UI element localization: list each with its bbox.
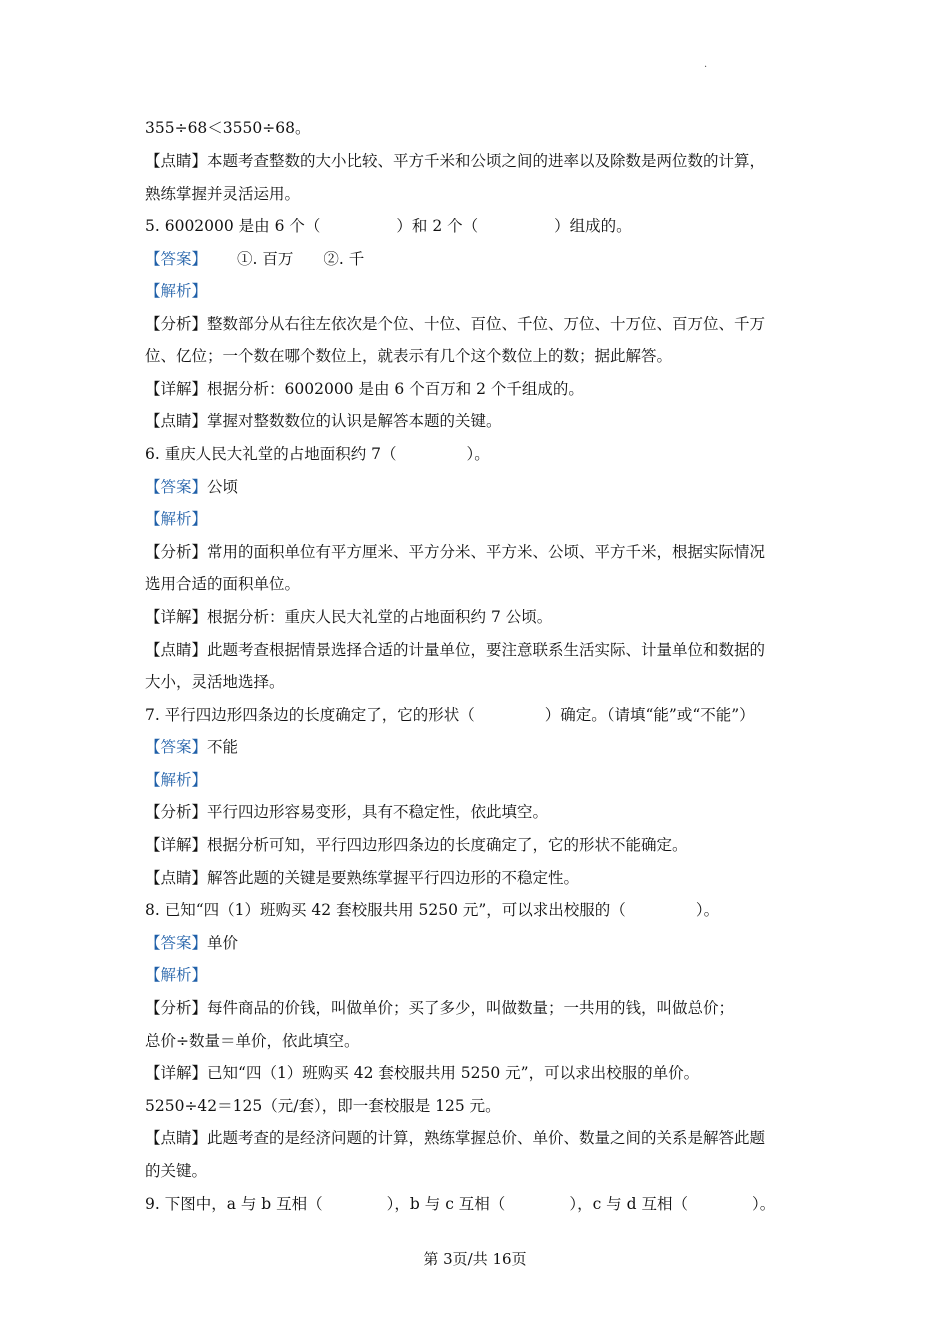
q6-question: 6. 重庆人民大礼堂的占地面积约 7（ ）。 [145, 445, 490, 463]
q8-question: 8. 已知“四（1）班购买 42 套校服共用 5250 元”，可以求出校服的（ ）。 [145, 901, 720, 919]
intro-tip-line2: 熟练掌握并灵活运用。 [145, 185, 301, 203]
intro-equation: 355÷68＜3550÷68。 [145, 119, 311, 137]
q8-fenxi-line2: 总价÷数量＝单价，依此填空。 [145, 1032, 360, 1050]
top-mark: · [704, 62, 708, 73]
q8-answer: 【答案】单价 [145, 934, 239, 952]
page-footer: 第 3页/共 16页 [423, 1250, 527, 1268]
q8-tip-line1: 【点睛】此题考查的是经济问题的计算，熟练掌握总价、单价、数量之间的关系是解答此题 [145, 1129, 766, 1147]
answer-label: 【答案】 [145, 934, 208, 952]
q6-fenxi-line1: 【分析】常用的面积单位有平方厘米、平方分米、平方米、公顷、平方千米，根据实际情况 [145, 543, 766, 561]
q6-tip-line1: 【点睛】此题考查根据情景选择合适的计量单位，要注意联系生活实际、计量单位和数据的 [145, 641, 766, 659]
q7-question: 7. 平行四边形四条边的长度确定了，它的形状（ ）确定。（请填“能”或“不能”） [145, 706, 755, 724]
q6-detail: 【详解】根据分析：重庆人民大礼堂的占地面积约 7 公顷。 [145, 608, 553, 626]
q7-fenxi: 【分析】平行四边形容易变形，具有不稳定性，依此填空。 [145, 803, 549, 821]
q5-question: 5. 6002000 是由 6 个（ ）和 2 个（ ）组成的。 [145, 217, 632, 235]
q8-fenxi-line1: 【分析】每件商品的价钱，叫做单价；买了多少，叫做数量；一共用的钱，叫做总价； [145, 999, 735, 1017]
q6-analysis-label: 【解析】 [145, 510, 208, 528]
answer-label: 【答案】 [145, 478, 208, 496]
intro-tip-line1: 【点睛】本题考查整数的大小比较、平方千米和公顷之间的进率以及除数是两位数的计算， [145, 152, 766, 170]
q5-detail: 【详解】根据分析：6002000 是由 6 个百万和 2 个千组成的。 [145, 380, 584, 398]
q7-analysis-label: 【解析】 [145, 771, 208, 789]
q7-detail: 【详解】根据分析可知，平行四边形四条边的长度确定了，它的形状不能确定。 [145, 836, 688, 854]
q8-detail-line1: 【详解】已知“四（1）班购买 42 套校服共用 5250 元”，可以求出校服的单价。 [145, 1064, 700, 1082]
q5-tip: 【点睛】掌握对整数数位的认识是解答本题的关键。 [145, 412, 502, 430]
answer-label: 【答案】 [145, 250, 208, 268]
q5-fenxi-line1: 【分析】整数部分从右往左依次是个位、十位、百位、千位、万位、十万位、百万位、千万 [145, 315, 766, 333]
q9-question: 9. 下图中，a 与 b 互相（ ），b 与 c 互相（ ），c 与 d 互相（ ）。 [145, 1195, 776, 1213]
q8-analysis-label: 【解析】 [145, 966, 208, 984]
q5-fenxi-line2: 位、亿位；一个数在哪个数位上，就表示有几个这个数位上的数；据此解答。 [145, 347, 673, 365]
q5-answer: 【答案】 ①. 百万 ②. 千 [145, 250, 365, 268]
answer-label: 【答案】 [145, 738, 208, 756]
q8-detail-line2: 5250÷42＝125（元/套），即一套校服是 125 元。 [145, 1097, 501, 1115]
q6-fenxi-line2: 选用合适的面积单位。 [145, 575, 301, 593]
q6-answer: 【答案】公顷 [145, 478, 239, 496]
q7-tip: 【点睛】解答此题的关键是要熟练掌握平行四边形的不稳定性。 [145, 869, 580, 887]
q7-answer: 【答案】不能 [145, 738, 239, 756]
q5-analysis-label: 【解析】 [145, 282, 208, 300]
tip-label: 【点睛】 [145, 152, 208, 170]
q8-tip-line2: 的关键。 [145, 1162, 208, 1180]
q6-tip-line2: 大小，灵活地选择。 [145, 673, 285, 691]
